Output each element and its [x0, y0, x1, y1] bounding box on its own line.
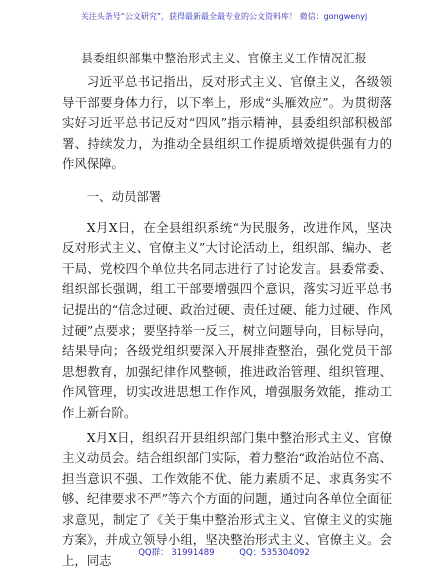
body-paragraph: X月X日，组织召开县组织部门集中整治形式主义、官僚主义动员会。结合组织部门实际，着力整治“政治站位不高、担当意识不强、工作效能不优、能力素质不足、求真务实不够、纪律要求不严”等六个方面的问题，通过向各单位全面征求意见，制定了《关于集中整治形式主义、官僚主义的实施方案》，并成立领导小组，坚决整治形式主义、官僚主义。会上，同志 [62, 429, 392, 569]
header-banner: 关注头条号“公文研究”，获得最新最全最专业的公文资料库！ 微信：gongwenyj [80, 12, 368, 21]
intro-paragraph: 习近平总书记指出，反对形式主义、官僚主义，各级领导干部要身体力行，以下率上，形成“头雁效应”。为贯彻落实好习近平总书记反对“四风”指示精神，县委组织部积极部署、持续发力，为推动全县组织工作提质增效提供强有力的作风保障。 [62, 74, 392, 172]
document-title: 县委组织部集中整治形式主义、官僚主义工作情况汇报 [81, 51, 367, 65]
section-heading: 一、动员部署 [86, 188, 162, 204]
document-body [62, 72, 392, 572]
body-paragraph: X月X日，在全县组织系统“为民服务，改进作风，坚决反对形式主义、官僚主义”大讨论活动上，组织部、编办、老干局、党校四个单位共名同志进行了讨论发言。县委常委、组织部长强调，组工干部要增强四个意识，落实习近平总书记提出的“信念过硬、政治过硬、责任过硬、能力过硬、作风过硬”点要求；要坚持举一反三，树立问题导向，目标导向，结果导向；各级党组织要深入开展排查整治，强化党员干部思想教育，加强纪律作风整顿，推进政治管理、组织管理、作风管理，切实改进思想工作作风，增强服务效能，推动工作上新台阶。 [62, 219, 392, 420]
qq-number: QQ：535304092 [239, 548, 310, 558]
footer-contact [0, 546, 448, 558]
qq-group-number: QQ群： 31991489 [138, 548, 215, 558]
